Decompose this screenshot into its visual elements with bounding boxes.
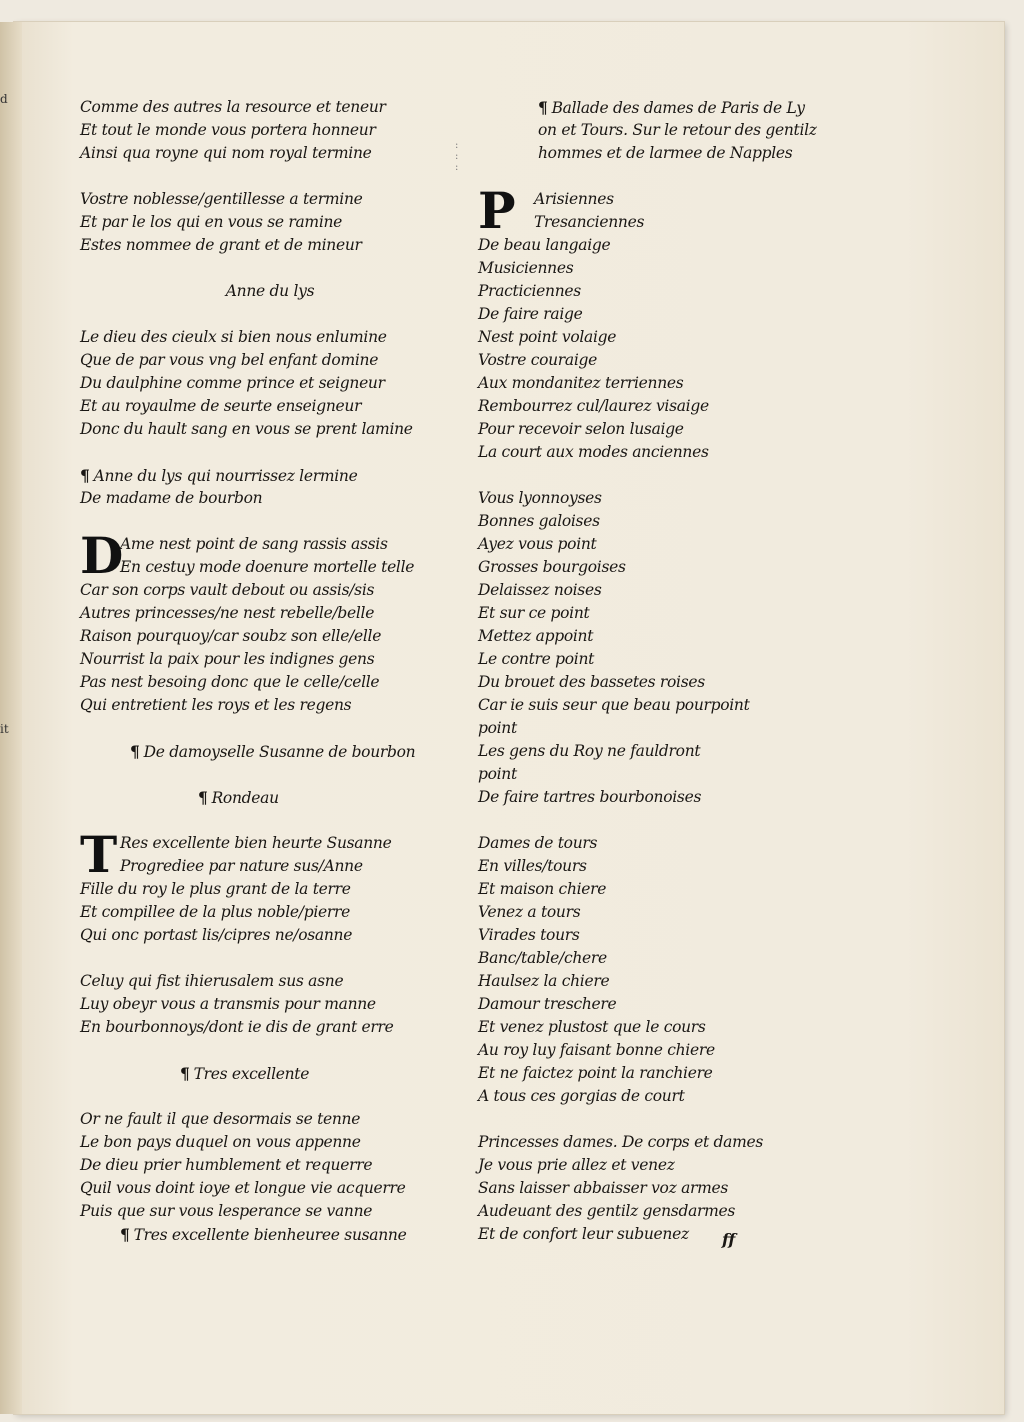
stanza	[478, 832, 868, 1108]
verse-line: De madame de bourbon	[80, 489, 263, 507]
verse-line: Aux mondanitez terriennes	[478, 374, 684, 392]
verse-line: Haulsez la chiere	[478, 972, 610, 990]
stanza	[80, 970, 460, 1039]
verse-line: Estes nommee de grant et de mineur	[80, 236, 362, 254]
verse-line: Le bon pays duquel on vous appenne	[80, 1133, 361, 1151]
stanza	[478, 1131, 868, 1246]
verse-line: Car son corps vault debout ou assis/sis	[80, 581, 375, 599]
verse-line: Progrediee par nature sus/Anne	[120, 857, 363, 875]
verse-line: Le contre point	[478, 650, 595, 668]
verse-line: Pas nest besoing donc que le celle/celle	[80, 673, 380, 691]
verse-line: Bonnes galoises	[478, 512, 600, 530]
verse-line: Je vous prie allez et venez	[478, 1156, 675, 1174]
verse-line: Vostre noblesse/gentillesse a termine	[80, 190, 363, 208]
verse-line: Raison pourquoy/car soubz son elle/elle	[80, 627, 382, 645]
verse-line: point	[478, 765, 517, 783]
stanza	[478, 181, 868, 464]
verse-line: Et au royaulme de seurte enseigneur	[80, 397, 362, 415]
verse-line: Et tout le monde vous portera honneur	[80, 121, 376, 139]
section-heading: ¶ Rondeau	[198, 788, 279, 807]
verse-line: Or ne fault il que desormais se tenne	[80, 1110, 361, 1128]
verse-line: Venez a tours	[478, 903, 581, 921]
verse-line: Nourrist la paix pour les indignes gens	[80, 650, 375, 668]
stanza	[478, 487, 868, 809]
verse-line: La court aux modes anciennes	[478, 443, 709, 461]
verse-line: Quil vous doint ioye et longue vie acquerre	[80, 1179, 406, 1197]
verse-line: Du brouet des bassetes roises	[478, 673, 705, 691]
verse-line: Musiciennes	[478, 259, 574, 277]
verse-line: Damour treschere	[478, 995, 617, 1013]
verse-line: Qui onc portast lis/cipres ne/osanne	[80, 926, 353, 944]
signature-mark: ff	[722, 1230, 736, 1249]
verse-line: Arisiennes	[534, 190, 614, 208]
right-column	[478, 96, 868, 1246]
pilcrow-icon: ¶	[198, 788, 208, 807]
section-heading: Anne du lys	[225, 282, 315, 300]
verse-line: Mettez appoint	[478, 627, 594, 645]
drop-capital: D	[80, 526, 124, 585]
verse-line: Les gens du Roy ne fauldront	[478, 742, 701, 760]
section-heading: ¶ Tres excellente	[180, 1064, 310, 1083]
stanza	[80, 464, 460, 510]
gutter-mark: d	[0, 92, 8, 106]
verse-line: Ainsi qua royne qui nom royal termine	[80, 144, 372, 162]
verse-line: Au roy luy faisant bonne chiere	[478, 1041, 715, 1059]
verse-line: ¶ Anne du lys qui nourrissez lermine	[80, 466, 358, 485]
verse-line: Virades tours	[478, 926, 580, 944]
verse-line: Et ne faictez point la ranchiere	[478, 1064, 713, 1082]
verse-line: De dieu prier humblement et requerre	[80, 1156, 373, 1174]
refrain-line: ¶ Tres excellente bienheuree susanne	[120, 1225, 407, 1244]
verse-line: Qui entretient les roys et les regens	[80, 696, 352, 714]
verse-line: Et sur ce point	[478, 604, 590, 622]
stanza	[80, 825, 460, 947]
pilcrow-icon: ¶	[80, 466, 90, 485]
verse-line: Et venez plustost que le cours	[478, 1018, 706, 1036]
verse-line: Tresanciennes	[534, 213, 645, 231]
verse-line: Et compillee de la plus noble/pierre	[80, 903, 350, 921]
gutter-mark: it	[0, 722, 9, 736]
verse-line: Autres princesses/ne nest rebelle/belle	[80, 604, 375, 622]
verse-line: Et maison chiere	[478, 880, 607, 898]
verse-line: Comme des autres la resource et teneur	[80, 98, 386, 116]
drop-capital: T	[80, 825, 117, 884]
heading-line: ¶ Ballade des dames de Paris de Ly	[538, 98, 805, 117]
verse-line: point	[478, 719, 517, 737]
verse-line: Du daulphine comme prince et seigneur	[80, 374, 385, 392]
verse-line: En villes/tours	[478, 857, 587, 875]
verse-line: Puis que sur vous lesperance se vanne	[80, 1202, 373, 1220]
verse-line: Rembourrez cul/laurez visaige	[478, 397, 709, 415]
verse-line: Princesses dames. De corps et dames	[478, 1133, 764, 1151]
stanza	[80, 526, 460, 717]
verse-line: Vous lyonnoyses	[478, 489, 602, 507]
left-column	[80, 96, 460, 1246]
verse-line: Ame nest point de sang rassis assis	[120, 535, 388, 553]
verse-line: En bourbonnoys/dont ie dis de grant erre	[80, 1018, 394, 1036]
verse-line: Banc/table/chere	[478, 949, 607, 967]
stanza	[80, 326, 460, 441]
verse-line: A tous ces gorgias de court	[478, 1087, 685, 1105]
stanza	[80, 188, 460, 257]
verse-line: Grosses bourgoises	[478, 558, 626, 576]
verse-line: Fille du roy le plus grant de la terre	[80, 880, 351, 898]
verse-line: De beau langaige	[478, 236, 611, 254]
section-heading: ¶ De damoyselle Susanne de bourbon	[130, 742, 416, 761]
adjacent-page-edge	[0, 22, 22, 1414]
verse-line: Car ie suis seur que beau pourpoint	[478, 696, 750, 714]
verse-line: Delaissez noises	[478, 581, 602, 599]
verse-line: Celuy qui fist ihierusalem sus asne	[80, 972, 344, 990]
verse-line: Donc du hault sang en vous se prent lamine	[80, 420, 413, 438]
verse-line: Res excellente bien heurte Susanne	[120, 834, 392, 852]
heading-line: hommes et de larmee de Napples	[538, 144, 793, 162]
verse-line: Et par le los qui en vous se ramine	[80, 213, 343, 231]
stanza	[80, 96, 460, 165]
gutter-dots: : : :	[455, 140, 459, 173]
verse-line: Luy obeyr vous a transmis pour manne	[80, 995, 376, 1013]
verse-line: Dames de tours	[478, 834, 598, 852]
pilcrow-icon: ¶	[120, 1225, 130, 1244]
verse-line: Nest point volaige	[478, 328, 617, 346]
verse-line: Ayez vous point	[478, 535, 597, 553]
verse-line: De faire tartres bourbonoises	[478, 788, 702, 806]
verse-line: En cestuy mode doenure mortelle telle	[120, 558, 415, 576]
verse-line: Sans laisser abbaisser voz armes	[478, 1179, 729, 1197]
ballade-heading	[478, 96, 868, 165]
verse-line: Et de confort leur subuenez	[478, 1225, 689, 1243]
verse-line: Le dieu des cieulx si bien nous enlumine	[80, 328, 387, 346]
pilcrow-icon: ¶	[180, 1064, 190, 1083]
pilcrow-icon: ¶	[130, 742, 140, 761]
verse-line: Practiciennes	[478, 282, 581, 300]
verse-line: Audeuant des gentilz gensdarmes	[478, 1202, 736, 1220]
stanza	[80, 1108, 460, 1223]
pilcrow-icon: ¶	[538, 98, 548, 117]
drop-capital: P	[478, 181, 516, 240]
verse-line: De faire raige	[478, 305, 583, 323]
verse-line: Que de par vous vng bel enfant domine	[80, 351, 379, 369]
verse-line: Pour recevoir selon lusaige	[478, 420, 684, 438]
heading-line: on et Tours. Sur le retour des gentilz	[538, 121, 817, 139]
verse-line: Vostre couraige	[478, 351, 597, 369]
